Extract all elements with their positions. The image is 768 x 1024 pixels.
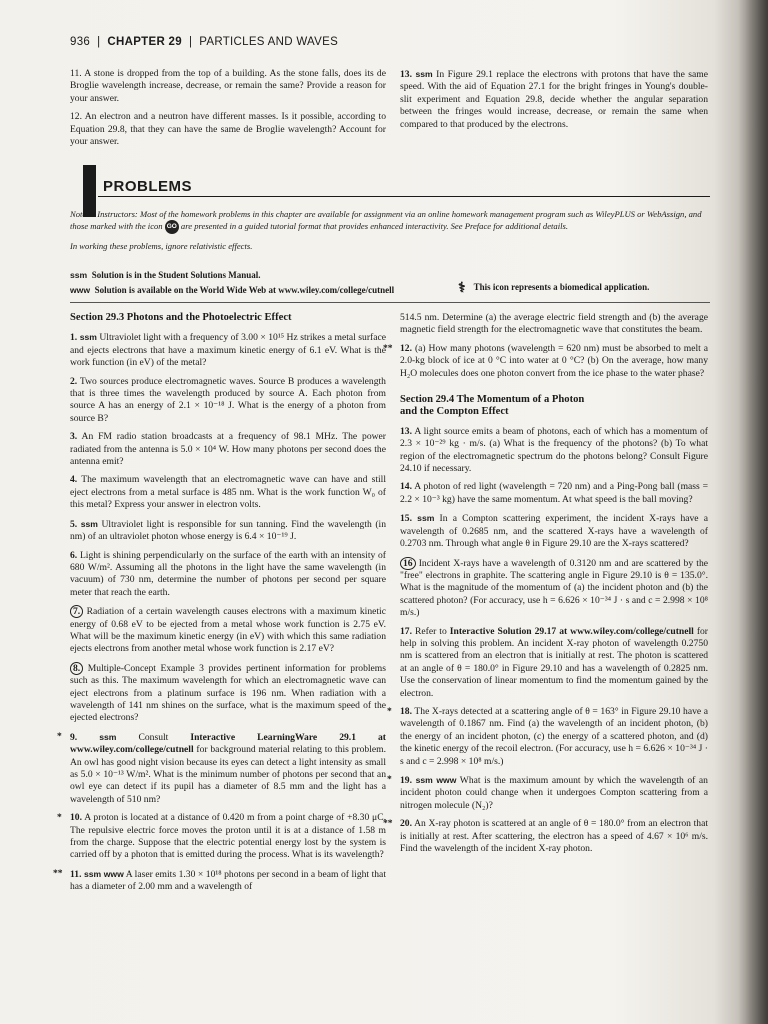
go-icon: GO <box>165 220 179 234</box>
problem-11-continued: 514.5 nm. Determine (a) the average electric field strength and (b) the average magnetic field strength for the electromagnetic wave that constitutes the beam. <box>400 312 708 336</box>
problem-15: 15. ssm In a Compton scattering experiment, the incident X-rays have a wavelength of 0.2685 nm, and the scattered X-rays have a wavelength of 0.2703 nm. Through what angle θ in Figure 29.10 are the X-rays scattered? <box>400 513 708 550</box>
problem-3: 3. An FM radio station broadcasts at a frequency of 98.1 MHz. The power radiated from the antenna is 5.0 × 10⁴ W. How many photons per second does the antenna emit? <box>70 431 386 468</box>
question-13: 13. ssm In Figure 29.1 replace the electrons with protons that have the same speed. With the aid of Equation 27.1 for the bright fringes in Young's double-slit experiment and Equation 29.8, decide whether the angular separation between the fringes would increase, decrease, or remain the same when compared to that produced by the electrons. <box>400 69 709 130</box>
legend-www: www Solution is available on the World Wide Web at www.wiley.com/college/cutnell <box>70 285 395 295</box>
heading-rule <box>98 196 710 197</box>
circled-number: 8. <box>70 662 83 675</box>
problem-1: 1. ssm Ultraviolet light with a frequency of 3.00 × 10¹⁵ Hz strikes a metal surface and ejects electrons that have a maximum kinetic energy of 6.1 eV. What is the work function (in eV) of the metal? <box>70 332 386 369</box>
section-29-3-heading: Section 29.3 Photons and the Photoelectric Effect <box>70 312 292 323</box>
legend-biomedical: ⚕ This icon represents a biomedical application. <box>458 281 650 296</box>
question-12: 12. An electron and a neutron have different masses. Is it possible, according to Equation 29.8, that they can have the same de Broglie wavelength? Account for your answer. <box>70 111 386 148</box>
problem-16: 16 Incident X-rays have a wavelength of 0.3120 nm and are scattered by the "free" electrons in graphite. The scattering angle in Figure 29.10 is θ = 135.0°. What is the magnitude of the momentum of (a) the incident photon and (b) the scattered photon? (For accuracy, use h = 6.626 × 10⁻³⁴ J · s and c = 2.998 × 10⁸ m/s.) <box>400 557 708 619</box>
problem-8: 8. Multiple-Concept Example 3 provides pertinent information for problems such as this. The maximum wavelength for which an electromagnetic wave can eject electrons from a platinum surface is 196 nm. When radiation with a wavelength of 141 nm shines on the surface, what is the maximum speed of the ejected electrons? <box>70 662 386 724</box>
chapter-title: PARTICLES AND WAVES <box>199 36 339 48</box>
problem-4: 4. The maximum wavelength that an electromagnetic wave can have and still eject electrons from a metal surface is 485 nm. What is the work function W₀ of this metal? Express your answer in electron volts. <box>70 474 386 511</box>
problem-2: 2. Two sources produce electromagnetic waves. Source B produces a wavelength that is three times the wavelength produced by source A. Each photon from source A has an energy of 2.1 × 10⁻¹⁸ J. What is the energy of a photon from source B? <box>70 375 386 424</box>
ssm-tag: ssm <box>415 69 433 79</box>
relativistic-note: In working these problems, ignore relativistic effects. <box>70 241 253 252</box>
caduceus-icon: ⚕ <box>458 281 466 296</box>
problem-13: 13. A light source emits a beam of photons, each of which has a momentum of 2.3 × 10⁻²⁹ kg · m/s. (a) What is the frequency of the photons? (b) To what region of the electromagnetic spectrum do the photons belong? Consult Figure 24.10 if necessary. <box>400 425 708 475</box>
book-spine-shadow <box>738 0 768 1024</box>
running-header: 936 | CHAPTER 29 | PARTICLES AND WAVES <box>70 36 339 48</box>
problem-5: 5. ssm Ultraviolet light is responsible for sun tanning. Find the wavelength (in nm) of an ultraviolet photon whose energy is 6.4 × 10⁻¹⁹ J. <box>70 518 386 543</box>
legend-ssm: ssm Solution is in the Student Solutions Manual. <box>70 270 261 280</box>
problems-right-column <box>383 312 709 861</box>
circled-number: 16 <box>400 557 416 570</box>
problems-left-column <box>53 312 387 900</box>
problem-18: * 18. The X-rays detected at a scattering angle of θ = 163° in Figure 29.10 have a wavelength of 0.1867 nm. Find (a) the wavelength of an incident photon, (b) the energy of an incident photon, (c) the energy of a scattered photon, and (d) the kinetic energy of the recoil electron. (For accuracy, use h = 6.626 × 10⁻³⁴ J · s and c = 2.998 × 10⁸ m/s.) <box>387 705 708 767</box>
question-11: 11. A stone is dropped from the top of a building. As the stone falls, does its de Broglie wavelength increase, decrease, or remain the same? Provide a reason for your answer. <box>70 68 386 104</box>
problems-heading: PROBLEMS <box>103 178 193 195</box>
problem-19: * 19. ssm www What is the maximum amount by which the wavelength of an incident photon could change when it undergoes Compton scattering from a nitrogen molecule (N₂)? <box>387 774 708 811</box>
page-number: 936 <box>70 36 91 48</box>
problem-12: ** 12. (a) How many photons (wavelength = 620 nm) must be absorbed to melt a 2.0-kg block of ice at 0 °C into water at 0 °C? (b) On the average, how many H₂O molecules does one photon convert from the ice phase to the water phase? <box>383 342 709 379</box>
problem-17: 17. Refer to Interactive Solution 29.17 at www.wiley.com/college/cutnell for help in solving this problem. An incident X-ray photon of wavelength 0.2750 nm is scattered from an electron that is initially at rest. The photon is scattered at an angle of θ = 180.0° in Figure 29.10 and has a wavelength of 0.2825 nm. Use the conservation of linear momentum to find the momentum gained by the electron. <box>400 625 708 699</box>
concept-questions-left <box>70 68 386 154</box>
problem-11: ** 11. ssm www A laser emits 1.30 × 10¹⁸ photons per second in a beam of light that has a diameter of 2.00 mm and a wavelength of <box>53 867 386 893</box>
problem-10: * 10. A proton is located at a distance of 0.420 m from a point charge of +8.30 μC. The repulsive electric force moves the proton until it is at a distance of 1.58 m from the charge. Suppose that the electric potential energy lost by the system is carried off by a photon that is emitted during the process. What is its wavelength? <box>57 812 386 861</box>
circled-number: 7. <box>70 605 83 618</box>
section-29-4-heading: Section 29.4 The Momentum of a Photon and the Compton Effect <box>400 394 585 418</box>
problem-6: 6. Light is shining perpendicularly on the surface of the earth with an intensity of 680 W/m². Assuming all the photons in the light have the same wavelength (in vacuum) of 730 nm, determine the number of photons per second per square meter that reach the earth. <box>70 549 387 598</box>
concept-questions-right <box>400 68 708 137</box>
problem-14: 14. A photon of red light (wavelength = 720 nm) and a Ping-Pong ball (mass = 2.2 × 10⁻³ kg) have the same momentum. At what speed is the ball moving? <box>400 481 708 505</box>
instructor-note: Note to Instructors: Most of the homework problems in this chapter are available for assignment via an online homework management program such as WileyPLUS or WebAssign, and those marked with the icon GO are presented in a guided tutorial format that provides enhanced interactivity. See Preface for additional details. In working these problems, ignore relativistic effects. <box>70 208 710 252</box>
problem-20: ** 20. An X-ray photon is scattered at an angle of θ = 180.0° from an electron that is initially at rest. After scattering, the electron has a speed of 4.67 × 10⁶ m/s. Find the wavelength of the incident X-ray photon. <box>383 818 708 855</box>
section-divider <box>70 302 710 303</box>
problem-7: 7. Radiation of a certain wavelength causes electrons with a maximum kinetic energy of 0.68 eV to be ejected from a metal whose work function is 2.75 eV. What will be the maximum kinetic energy (in eV) with which this same radiation ejects electrons from another metal whose work function is 2.17 eV? <box>70 606 386 655</box>
chapter-label: CHAPTER 29 <box>107 36 182 48</box>
problem-9: * 9. ssm Consult Interactive LearningWare 29.1 at www.wiley.com/college/cutnell for background material relating to this problem. An owl has good night vision because its eyes can detect a light intensity as small as 5.0 × 10⁻¹³ W/m². What is the minimum number of photons per second that an owl eye can detect if its pupil has a diameter of 8.5 mm and the light has a wavelength of 510 nm? <box>57 730 387 805</box>
